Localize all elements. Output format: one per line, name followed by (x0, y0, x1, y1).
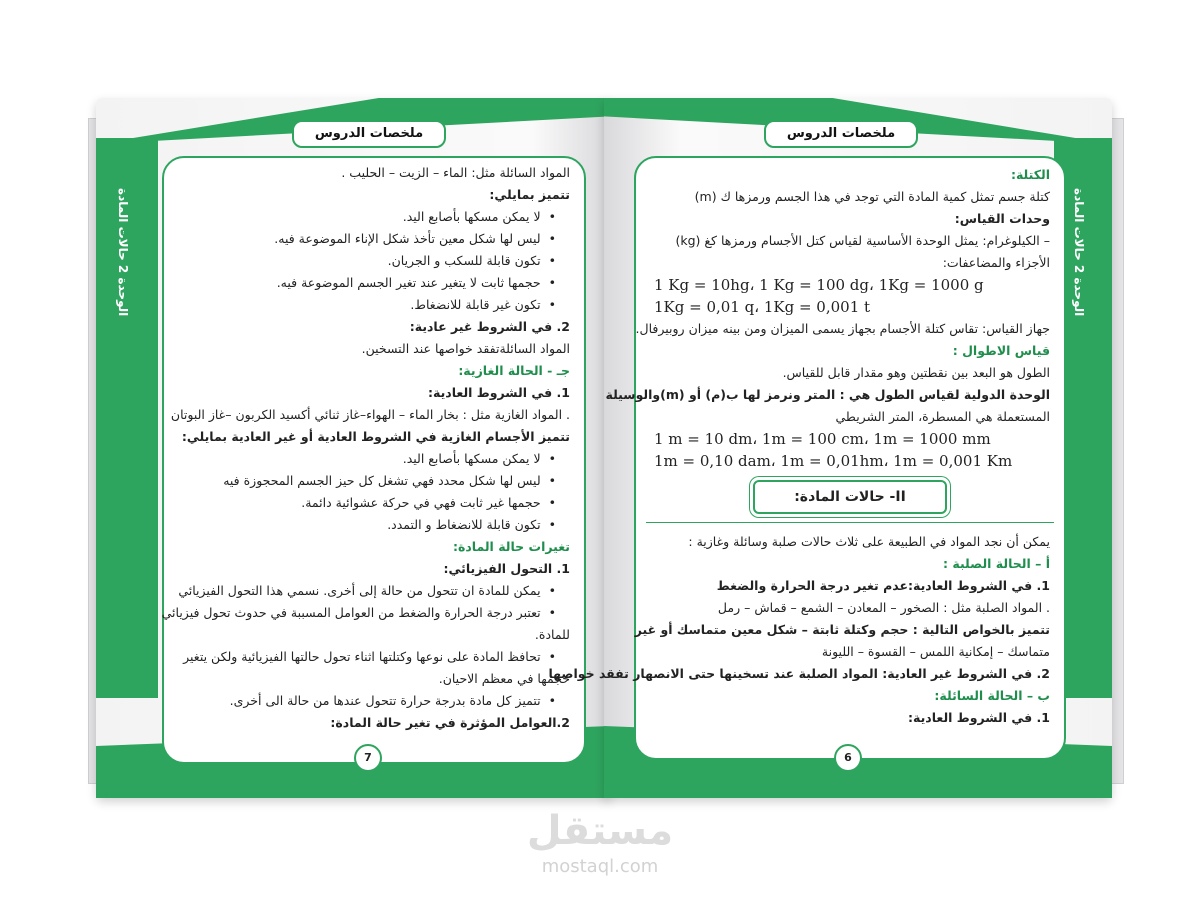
text-line: 1. التحول الفيزيائي: (443, 561, 570, 576)
text-line: 2.العوامل المؤثرة في تغير حالة المادة: (330, 715, 570, 730)
text-line: المواد السائلة مثل: الماء – الزيت – الحليب . (341, 165, 570, 180)
text-line: المستعملة هي المسطرة، المتر الشريطي (835, 409, 1050, 424)
section-heading: جـ - الحالة الغازية: (458, 363, 570, 378)
text-line: 2. في الشروط غير عادية: (409, 319, 570, 334)
bullet-item: • تكون غير قابلة للانضغاط. (164, 294, 584, 316)
text-line: . المواد الصلبة مثل : الصخور – المعادن – الشمع – قماش – رمل (717, 600, 1050, 615)
length-equation-2: 1m = 0,10 dam، 1m = 0,01hm، 1m = 0,001 Km (654, 452, 1013, 470)
bullet-item: • تكون قابلة للانضغاط و التمدد. (164, 514, 584, 536)
text-line: 1. في الشروط العادية: (428, 385, 570, 400)
length-equation-1: 1 m = 10 dm، 1m = 100 cm، 1m = 1000 mm (654, 430, 991, 448)
bullet-item: • تكون قابلة للسكب و الجريان. (164, 250, 584, 272)
text-line: الطول هو البعد بين نقطتين وهو مقدار قابل للقياس. (782, 365, 1050, 380)
bullet-item: • لا يمكن مسكها بأصابع اليد. (164, 206, 584, 228)
bullet-item: • تتميز كل مادة بدرجة حرارة تتحول عندها من حالة الى أخرى. (164, 690, 584, 712)
text-line: كتلة جسم تمثل كمية المادة التي توجد في هذا الجسم ورمزها ك (m) (694, 189, 1050, 204)
text-line: 1. في الشروط العادية: (908, 710, 1050, 725)
section-heading: ب – الحالة السائلة: (934, 688, 1050, 703)
bullet-item: • يمكن للمادة ان تتحول من حالة إلى أخرى. نسمي هذا التحول الفيزيائي (164, 580, 584, 602)
bullet-item: • ليس لها شكل معين تأخذ شكل الإناء الموضوعة فيه. (164, 228, 584, 250)
section-title-box: II- حالات المادة: (753, 480, 947, 514)
left-page-content (162, 156, 586, 764)
text-line: تتميز الأجسام الغازية في الشروط العادية أو غير العادية بمايلي: (181, 429, 570, 444)
text-line: جهاز القياس: تقاس كتلة الأجسام بجهاز يسمى الميزان ومن بينه ميزان روبيرفال. (635, 321, 1050, 336)
bullet-item: • تعتبر درجة الحرارة والضغط من العوامل المسببة في حدوث تحول فيزيائي (164, 602, 584, 624)
text-line: الوحدة الدولية لقياس الطول هي : المتر ونرمز لها ب(م) أو (m)والوسيلة (605, 387, 1050, 402)
text-line: متماسك – إمكانية اللمس – القسوة – الليونة (821, 644, 1050, 659)
bullet-item: • تحافظ المادة على نوعها وكتلتها اثناء تحول حالتها الفيزيائية ولكن يتغير (164, 646, 584, 668)
text-line: يمكن أن نجد المواد في الطبيعة على ثلاث حالات صلبة وسائلة وغازية : (688, 534, 1050, 549)
mass-equation-1: 1 Kg = 10hg، 1 Kg = 100 dg، 1Kg = 1000 g (654, 276, 984, 294)
bullet-item: • لا يمكن مسكها بأصابع اليد. (164, 448, 584, 470)
section-divider (646, 522, 1054, 523)
section-heading: قياس الاطوال : (952, 343, 1050, 358)
right-page-header: ملخصات الدروس (764, 120, 918, 148)
text-line: . المواد الغازية مثل : بخار الماء – الهواء–غاز ثنائي أكسيد الكربون –غاز البوتان (170, 407, 570, 422)
bullet-item: • حجمها ثابت لا يتغير عند تغير الجسم الموضوعة فيه. (164, 272, 584, 294)
watermark-latin: mostaql.com (541, 856, 659, 877)
left-page-number: 7 (354, 744, 382, 772)
text-line: 2. في الشروط غير العادية: المواد الصلبة عند تسخينها حتى الانصهار تفقد خواصها (548, 666, 1050, 681)
watermark-arabic: مستقل (526, 808, 674, 854)
text-line: تتميز بالخواص التالية : حجم وكتلة ثابتة – شكل معين متماسك أو غير (634, 622, 1050, 637)
left-page (96, 98, 610, 798)
text-line: الأجزاء والمضاعفات: (942, 255, 1050, 270)
text-line: 1. في الشروط العادية:عدم تغير درجة الحرارة والضغط (716, 578, 1050, 593)
section-heading: الكتلة: (1010, 167, 1050, 182)
text-line: تتميز بمايلي: (489, 187, 570, 202)
length-section (605, 318, 1064, 428)
text-line: وحدات القياس: (954, 211, 1050, 226)
right-page-number: 6 (834, 744, 862, 772)
right-unit-tab: الوحدة 2 حالات المادة (1072, 188, 1086, 317)
text-line: – الكيلوغرام: يمثل الوحدة الأساسية لقياس كتل الأجسام ورمزها كغ (kg) (675, 233, 1050, 248)
text-line: المواد السائلةتفقد خواصها عند التسخين. (361, 341, 570, 356)
section-heading: أ – الحالة الصلبة : (943, 556, 1050, 571)
mass-section (636, 158, 1064, 274)
left-page-header: ملخصات الدروس (292, 120, 446, 148)
text-line: حجمها في معظم الاحيان. (438, 671, 570, 686)
bullet-item: • حجمها غير ثابت فهي في حركة عشوائية دائمة. (164, 492, 584, 514)
bullet-item: • ليس لها شكل محدد فهي تشغل كل حيز الجسم المحجوزة فيه (164, 470, 584, 492)
text-line: للمادة. (534, 627, 570, 642)
section-heading: تغيرات حالة المادة: (453, 539, 570, 554)
left-unit-tab: الوحدة 2 حالات المادة (116, 188, 130, 317)
mass-equation-2: 1Kg = 0,01 q، 1Kg = 0,001 t (654, 298, 871, 316)
